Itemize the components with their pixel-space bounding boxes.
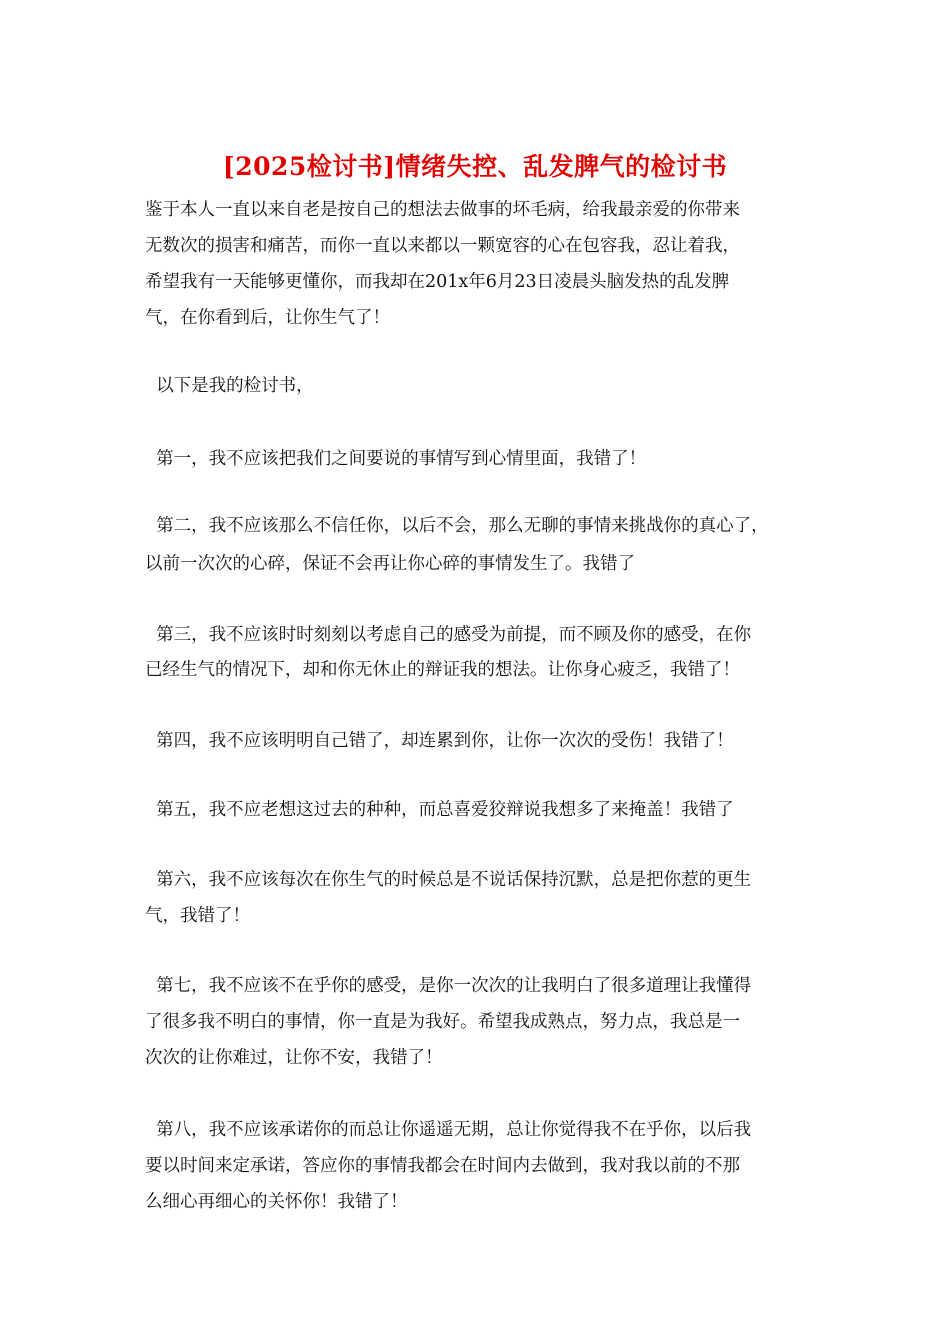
text-line: 第七，我不应该不在乎你的感受，是你一次次的让我明白了很多道理让我懂得 — [145, 976, 752, 996]
text-line: 第八，我不应该承诺你的而总让你遥遥无期，总让你觉得我不在乎你，以后我 — [145, 1120, 752, 1140]
text-line: 以前一次次的心碎，保证不会再让你心碎的事情发生了。我错了 — [145, 554, 635, 574]
text-line: 了很多我不明白的事情，你一直是为我好。希望我成熟点，努力点，我总是一 — [145, 1012, 740, 1032]
text-line: 鉴于本人一直以来自老是按自己的想法去做事的坏毛病，给我最亲爱的你带来 — [145, 200, 740, 220]
text-line: 次次的让你难过，让你不安，我错了！ — [145, 1048, 443, 1068]
text-line: 第二，我不应该那么不信任你，以后不会，那么无聊的事情来挑战你的真心了， — [145, 516, 769, 536]
text-line: 第一，我不应该把我们之间要说的事情写到心情里面，我错了！ — [145, 449, 647, 469]
text-line: 么细心再细心的关怀你！我错了！ — [145, 1192, 408, 1212]
text-line: 要以时间来定承诺，答应你的事情我都会在时间内去做到，我对我以前的不那 — [145, 1156, 740, 1176]
text-line: 第三，我不应该时时刻刻以考虑自己的感受为前提，而不顾及你的感受，在你 — [145, 625, 752, 645]
text-line: 气，我错了！ — [145, 906, 250, 926]
text-line: 希望我有一天能够更懂你，而我却在201x年6月23日凌晨头脑发热的乱发脾 — [145, 272, 730, 292]
text-line: 已经生气的情况下，却和你无休止的辩证我的想法。让你身心疲乏，我错了！ — [145, 660, 740, 680]
text-line: 第六，我不应该每次在你生气的时候总是不说话保持沉默，总是把你惹的更生 — [145, 870, 752, 890]
document-title: [2025检讨书]情绪失控、乱发脾气的检讨书 — [222, 152, 728, 181]
text-line: 无数次的损害和痛苦，而你一直以来都以一颗宽容的心在包容我，忍让着我， — [145, 236, 740, 256]
text-line: 以下是我的检讨书， — [145, 376, 314, 396]
text-line: 气，在你看到后，让你生气了！ — [145, 308, 390, 328]
text-line: 第五，我不应老想这过去的种种，而总喜爱狡辩说我想多了来掩盖！我错了 — [145, 800, 734, 820]
text-line: 第四，我不应该明明自己错了，却连累到你，让你一次次的受伤！我错了！ — [145, 731, 734, 751]
